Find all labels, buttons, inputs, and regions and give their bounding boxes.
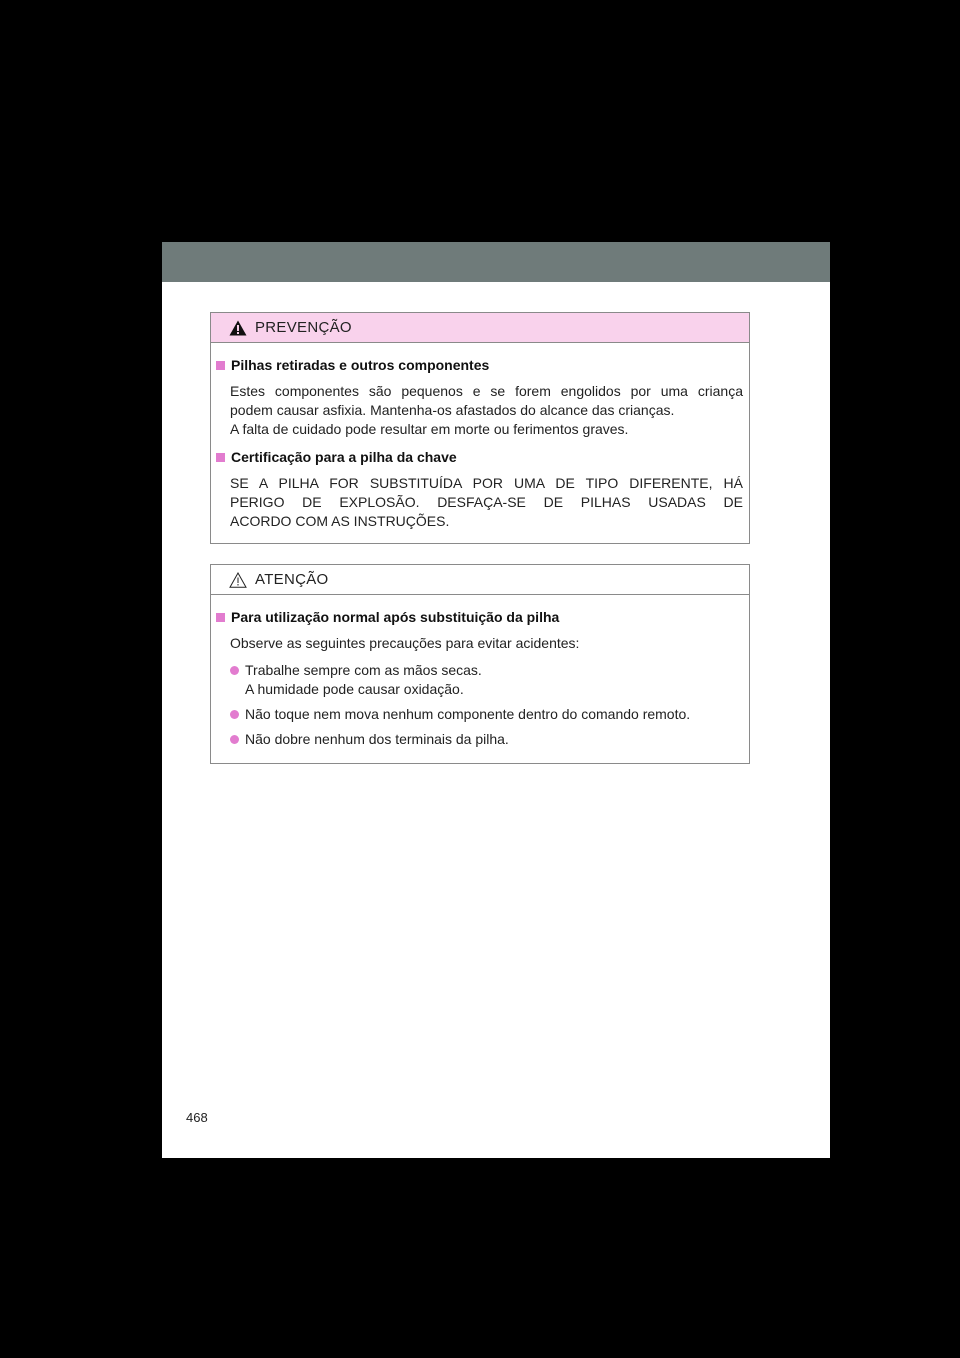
caution-box-body <box>211 595 749 749</box>
danger-box-header <box>211 313 749 343</box>
caution-intro: Observe as seguintes precauções para evitar acidentes: <box>230 635 580 651</box>
caution-title: ATENÇÃO <box>255 571 329 588</box>
warning-outline-icon <box>229 572 247 588</box>
danger-item-heading: Pilhas retiradas e outros componentes <box>216 355 743 375</box>
manual-page <box>162 242 830 1158</box>
danger-box-body <box>211 343 749 531</box>
round-bullet-icon <box>230 735 239 744</box>
danger-item-heading: Certificação para a pilha da chave <box>216 447 743 467</box>
list-item: Não toque nem mova nenhum componente dentro do comando remoto. <box>230 705 743 724</box>
caution-item-heading: Para utilização normal após substituição da pilha <box>216 607 743 627</box>
list-item: Trabalhe sempre com as mãos secas. A humidade pode causar oxidação. <box>230 661 743 699</box>
caution-box <box>210 564 750 764</box>
warning-filled-icon <box>229 320 247 336</box>
round-bullet-icon <box>230 666 239 675</box>
danger-title: PREVENÇÃO <box>255 319 352 336</box>
danger-item-text: SE A PILHA FOR SUBSTITUÍDA POR UMA DE TIPO DIFERENTE, HÁ PERIGO DE EXPLOSÃO. DESFAÇA-SE DE PILHAS USADAS DE ACORDO COM AS INSTRUÇÕES. <box>230 475 743 529</box>
page-header-bar <box>162 242 830 284</box>
square-bullet-icon <box>216 361 225 370</box>
round-bullet-icon <box>230 710 239 719</box>
danger-box <box>210 312 750 544</box>
list-item: Não dobre nenhum dos terminais da pilha. <box>230 730 743 749</box>
square-bullet-icon <box>216 613 225 622</box>
page-number: 468 <box>186 1110 208 1125</box>
danger-item-text: Estes componentes são pequenos e se forem engolidos por uma criança podem causar asfixia. Mantenha-os afastados do alcance das crianças. A falta de cuidado pode resultar em morte ou ferimentos graves. <box>230 383 743 437</box>
caution-box-header <box>211 565 749 595</box>
square-bullet-icon <box>216 453 225 462</box>
